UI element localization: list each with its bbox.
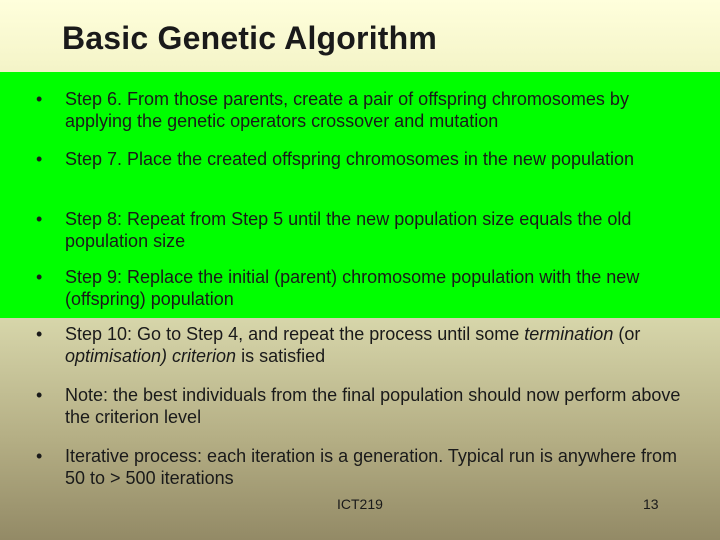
bullet-iterative-process xyxy=(36,445,686,489)
bullet-dot: • xyxy=(36,324,43,344)
bullet-text-part: Step 10: Go to Step 4, and repeat the process until some xyxy=(65,324,525,344)
bullet-text: Step 6. From those parents, create a pair of offspring chromosomes by applying the genetic operators crossover and mutation xyxy=(65,89,629,131)
bullet-step-7 xyxy=(36,148,686,170)
bullet-text: Note: the best individuals from the final population should now perform above the criterion level xyxy=(65,385,681,427)
emphasis-termination: termination xyxy=(524,324,614,344)
bullet-step-6 xyxy=(36,88,686,132)
bullet-step-10 xyxy=(36,323,686,367)
bullet-text: Step 8: Repeat from Step 5 until the new population size equals the old population size xyxy=(65,209,632,251)
footer-course: ICT219 xyxy=(337,496,383,512)
bullet-dot: • xyxy=(36,267,43,287)
emphasis-criterion: optimisation) criterion xyxy=(65,346,237,366)
bullet-dot: • xyxy=(36,149,43,169)
bullet-dot: • xyxy=(36,89,43,109)
slide-title: Basic Genetic Algorithm xyxy=(62,20,438,56)
page-number: 13 xyxy=(643,496,659,512)
bullet-dot: • xyxy=(36,209,43,229)
bullet-text-part: (or xyxy=(613,324,641,344)
bullet-step-9 xyxy=(36,266,686,310)
bullet-step-8 xyxy=(36,208,686,252)
bullet-dot: • xyxy=(36,385,43,405)
bullet-text: Step 9: Replace the initial (parent) chromosome population with the new (offspring) population xyxy=(65,267,640,309)
bullet-text: Step 7. Place the created offspring chromosomes in the new population xyxy=(65,149,635,169)
bullet-text-part: is satisfied xyxy=(236,346,326,366)
bullet-dot: • xyxy=(36,446,43,466)
bullet-text: Iterative process: each iteration is a generation. Typical run is anywhere from 50 to > 500 iterations xyxy=(65,446,677,488)
bullet-text xyxy=(65,323,686,367)
bullet-note xyxy=(36,384,686,428)
